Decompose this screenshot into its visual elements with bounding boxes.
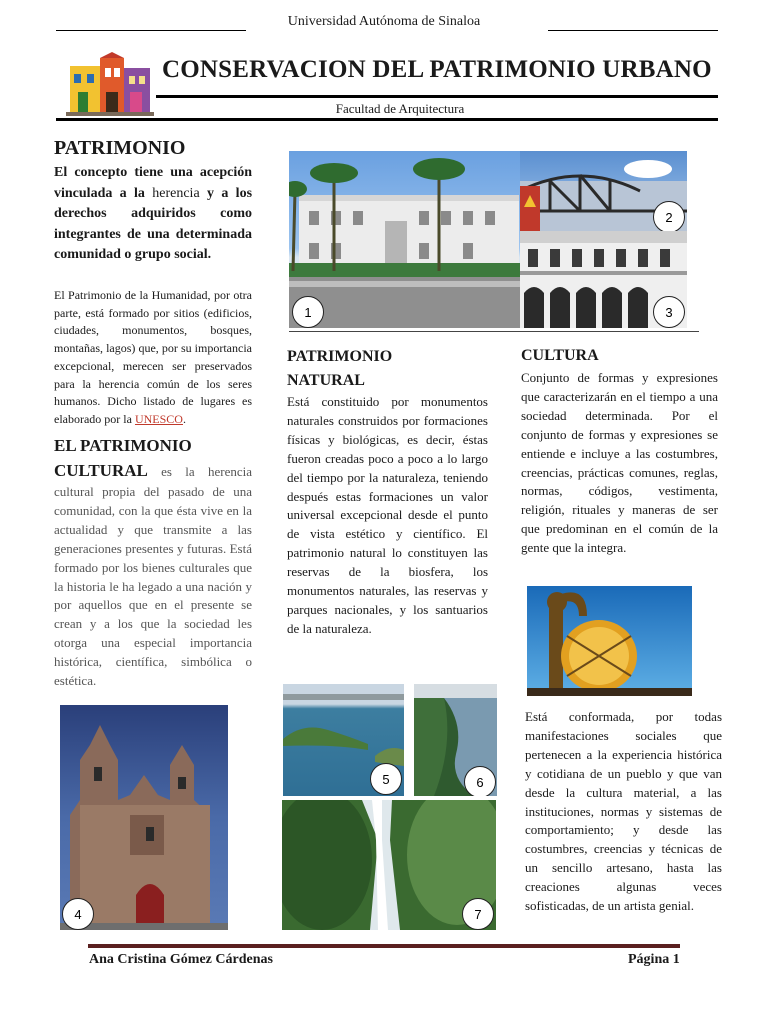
patrimonio-heading: PATRIMONIO bbox=[54, 137, 186, 159]
natural-heading-a: PATRIMONIO bbox=[287, 348, 393, 365]
cultura-heading: CULTURA bbox=[521, 347, 599, 364]
faculty-name: Facultad de Arquitectura bbox=[335, 101, 465, 116]
statue-drum-photo bbox=[527, 586, 692, 696]
page-title: CONSERVACION DEL PATRIMONIO URBANO bbox=[162, 56, 712, 83]
cultural-heading-b: CULTURAL bbox=[54, 461, 148, 480]
cultural-heading-a: EL PATRIMONIO bbox=[54, 436, 192, 455]
photo-number-badge: 7 bbox=[462, 898, 494, 930]
title-rule-thick bbox=[156, 95, 718, 98]
photo-number-badge: 5 bbox=[370, 763, 402, 795]
top-rule-right bbox=[548, 30, 718, 31]
waterfall-photo bbox=[282, 800, 496, 930]
top-rule-left bbox=[56, 30, 246, 31]
footer-author: Ana Cristina Gómez Cárdenas bbox=[89, 952, 273, 967]
title-rule-bottom bbox=[56, 118, 718, 121]
photo-number-badge: 3 bbox=[653, 296, 685, 328]
patrimonio-intro: El concepto tiene una acepción vinculada a la herencia y a los derechos adquiridos como integrantes de una determinada comunidad o grupo social. bbox=[54, 165, 253, 262]
patrimonio-body: El Patrimonio de la Humanidad, por otra parte, está formado por sitios (edificios, ciudades, monumentos, bosques, montañas, lagos) que, por su importancia excepcional, merecen ser preservados para la herencia común de los seres humanos. Dicho listado de lugares es elaborado por la UNESCO. bbox=[54, 288, 252, 426]
river-forest-photo bbox=[414, 684, 497, 796]
footer-page-number: Página 1 bbox=[628, 952, 680, 967]
photo-number-badge: 2 bbox=[653, 201, 685, 231]
photo-number-badge: 4 bbox=[62, 898, 94, 930]
cultura-body-1: Conjunto de formas y expresiones que caracterizarán en el tiempo a una sociedad determinada. Por el conjunto de formas y expresiones se entiende e incluye a las costumbres, creencias, prácticas comunes, reglas, normas, códigos, vestimenta, religión, rituales y maneras de ser que predominan en el común de la gente que la integra. bbox=[521, 370, 718, 556]
cultura-body-2: Está conformada, por todas manifestaciones sociales que pertenecen a la experiencia histórica y cotidiana de un pueblo y que van desde la cultura material, a las instituciones, normas y sistemas de comportamiento; y desde las costumbres, creencias y técnicas de un sencillo artesano, hasta las creaciones algunas veces sofisticadas, de un artista genial. bbox=[525, 709, 722, 914]
historic-building-photo bbox=[289, 151, 520, 328]
coastal-island-photo bbox=[283, 684, 404, 796]
footer-rule bbox=[88, 944, 680, 948]
unesco-link[interactable]: UNESCO bbox=[134, 411, 183, 426]
church-photo bbox=[60, 705, 228, 930]
natural-heading-b: NATURAL bbox=[287, 372, 365, 389]
photo-number-badge: 6 bbox=[464, 766, 496, 796]
photo-number-badge: 1 bbox=[292, 296, 324, 328]
natural-section bbox=[287, 345, 488, 639]
railway-bridge-photo bbox=[520, 151, 687, 231]
arcade-building-photo bbox=[520, 231, 687, 328]
cultural-section: EL PATRIMONIO CULTURAL es la herencia cultural propia del pasado de una comunidad, con la que ésta vive en la actualidad y que transmite a las generaciones presentes y futuras. Está formado por los bienes culturales que la historia le ha legado a una nación y por aquellos que en el presente se crean y a los que la sociedad les otorga una especial importancia histórica, científica, simbólica o estética. bbox=[54, 433, 252, 691]
natural-body: Está constituido por monumentos naturales construidos por formaciones físicas y biológicas, es decir, éstas fueron creadas poco a poco a lo largo del tiempo por la naturaleza, teniendo después estas formaciones un valor universal excepcional desde el punto de vista estético y científico. El patrimonio natural lo constituyen las reservas de la biosfera, los monumentos naturales, las reservas y parques nacionales, y los santuarios de la naturaleza. bbox=[287, 394, 488, 636]
photos-rule bbox=[289, 331, 699, 332]
university-name: Universidad Autónoma de Sinaloa bbox=[287, 14, 481, 29]
